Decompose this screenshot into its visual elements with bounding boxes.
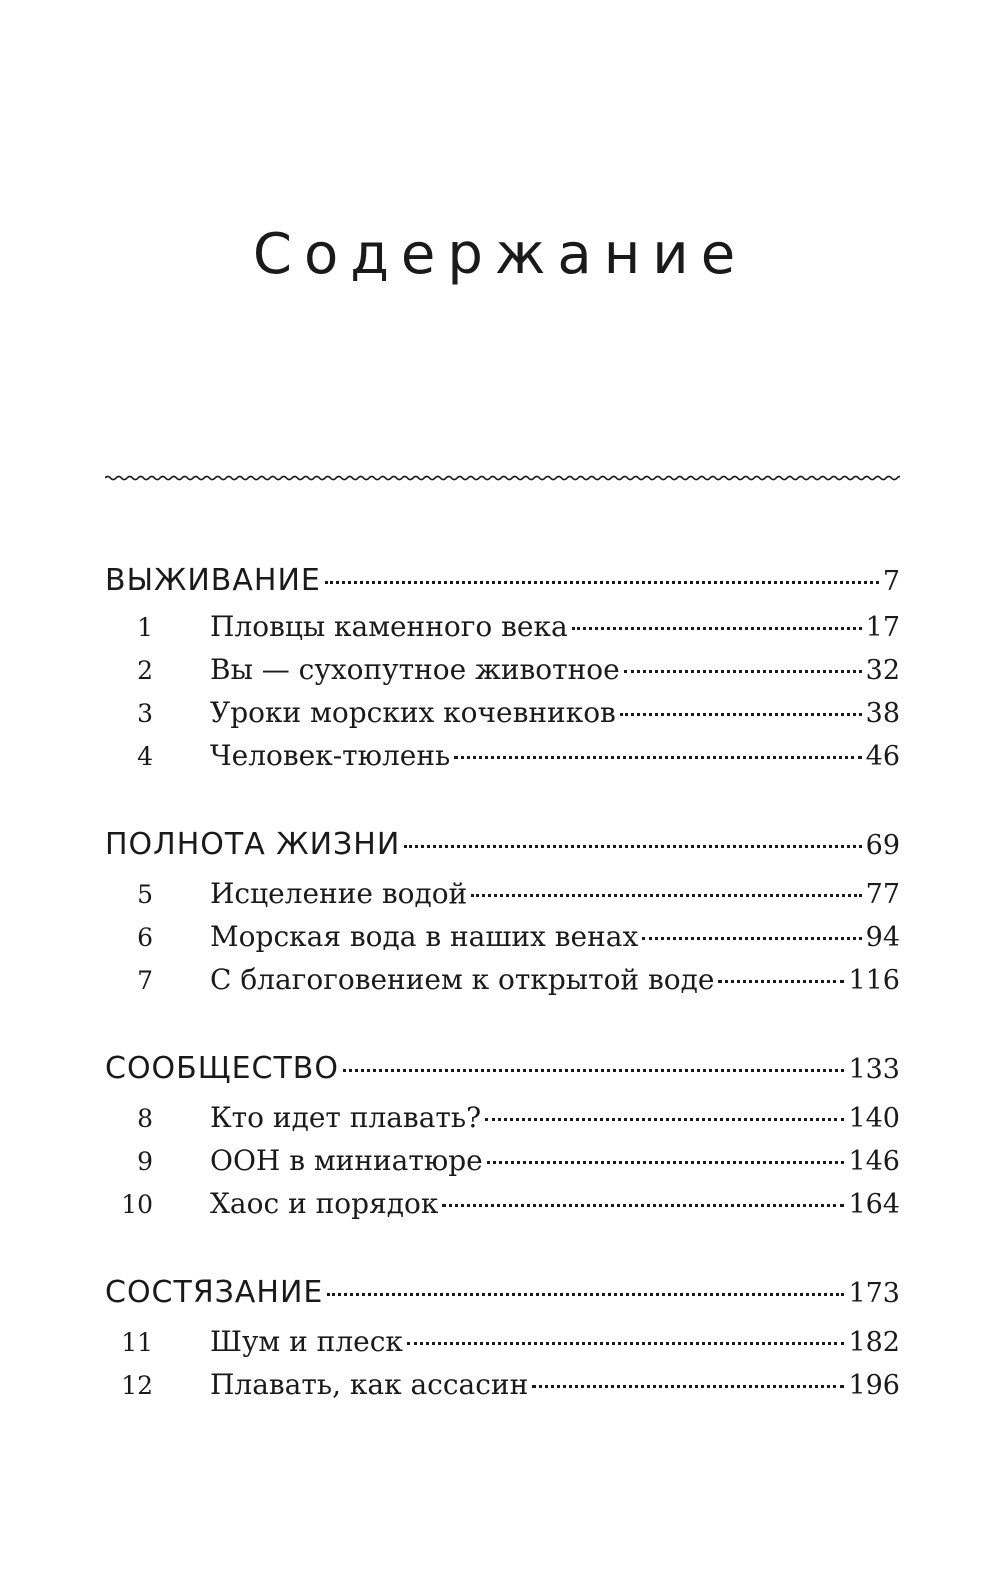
dot-leader [471,894,861,897]
dot-leader [624,670,862,673]
dot-leader [407,1342,845,1345]
chapter-title: Человек-тюлень [210,739,451,772]
toc-part-title: ПОЛНОТА ЖИЗНИ [105,827,401,862]
toc-chapter[interactable] [105,1368,900,1408]
toc-chapter[interactable] [105,610,900,650]
dot-leader [325,581,879,584]
toc-part-title: ВЫЖИВАНИЕ [105,563,321,598]
toc-chapter[interactable] [105,739,900,779]
chapter-number: 11 [121,1328,153,1357]
toc-page-number: 140 [848,1103,900,1134]
chapter-number: 3 [137,699,153,728]
toc-part[interactable] [105,563,900,603]
chapter-title: Хаос и порядок [210,1187,439,1220]
dot-leader [620,713,862,716]
toc-page-number: 32 [865,655,900,686]
toc-page-number: 116 [848,965,900,996]
chapter-title: С благоговением к открытой воде [210,963,715,996]
toc-chapter[interactable] [105,920,900,960]
chapter-title: Плавать, как ассасин [210,1368,529,1401]
toc-page-number: 77 [865,879,900,910]
chapter-number: 4 [137,742,153,771]
toc-chapter[interactable] [105,1325,900,1365]
dot-leader [642,937,861,940]
dot-leader [327,1293,844,1296]
chapter-title: ООН в миниатюре [210,1144,483,1177]
toc-part[interactable] [105,827,900,867]
dot-leader [454,756,861,759]
toc-chapter[interactable] [105,1144,900,1184]
page-title: Содержание [252,222,748,287]
toc-chapter[interactable] [105,963,900,1003]
chapter-title: Вы — сухопутное животное [210,653,620,686]
toc-page-number: 164 [848,1189,900,1220]
toc-page-number: 46 [865,741,900,772]
chapter-number: 2 [137,656,153,685]
toc-part-title: СООБЩЕСТВО [105,1051,339,1086]
toc-page-number: 133 [848,1054,900,1085]
chapter-title: Пловцы каменного века [210,610,568,643]
chapter-title: Уроки морских кочевников [210,696,616,729]
toc-page-number: 7 [882,566,900,597]
dot-leader [572,627,862,630]
toc-page-number: 182 [848,1327,900,1358]
chapter-number: 8 [137,1104,153,1133]
dot-leader [718,980,844,983]
toc-page-number: 173 [848,1278,900,1309]
chapter-number: 1 [137,613,153,642]
chapter-number: 10 [121,1190,153,1219]
chapter-number: 5 [137,880,153,909]
toc-chapter[interactable] [105,1187,900,1227]
chapter-title: Шум и плеск [210,1325,403,1358]
toc-chapter[interactable] [105,653,900,693]
toc-chapter[interactable] [105,1101,900,1141]
toc-page-number: 94 [865,922,900,953]
chapter-number: 12 [121,1371,153,1400]
toc-chapter[interactable] [105,877,900,917]
toc-part[interactable] [105,1051,900,1091]
chapter-number: 6 [137,923,153,952]
toc-chapter[interactable] [105,696,900,736]
chapter-title: Исцеление водой [210,877,468,910]
toc-page-number: 17 [865,612,900,643]
toc-part-title: СОСТЯЗАНИЕ [105,1275,324,1310]
dot-leader [485,1118,844,1121]
toc-page-number: 146 [848,1146,900,1177]
toc-page-number: 196 [848,1370,900,1401]
toc-page-number: 69 [865,830,900,861]
dot-leader [487,1161,845,1164]
chapter-title: Морская вода в наших венах [210,920,639,953]
dot-leader [442,1204,844,1207]
toc-page-number: 38 [865,698,900,729]
chapter-number: 9 [137,1147,153,1176]
chapter-number: 7 [137,966,153,995]
wave-divider [105,470,900,486]
dot-leader [404,845,861,848]
dot-leader [532,1385,844,1388]
chapter-title: Кто идет плавать? [210,1101,482,1134]
toc-part[interactable] [105,1275,900,1315]
dot-leader [343,1069,844,1072]
